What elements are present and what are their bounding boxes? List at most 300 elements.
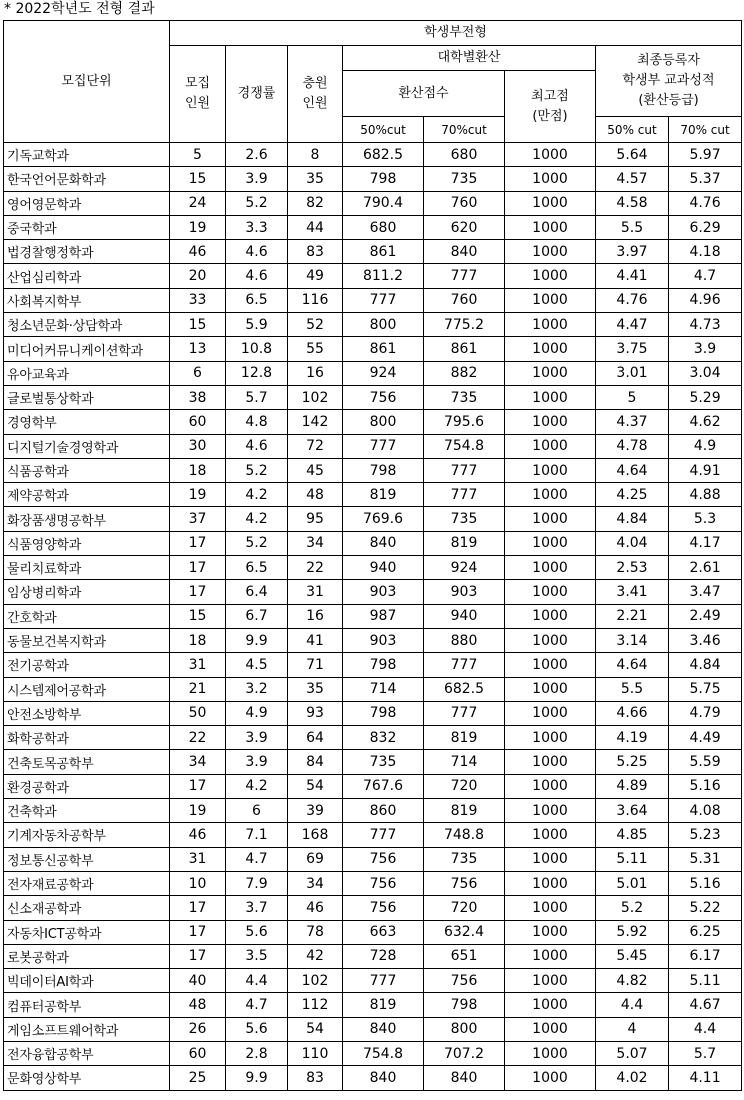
- cell-max-score: 1000: [505, 847, 596, 871]
- cell-unit-name: 전기공학과: [4, 653, 170, 677]
- cell-grade-50cut: 4: [596, 1017, 669, 1041]
- cell-competition: 4.8: [226, 410, 288, 434]
- cell-score-50cut: 714: [343, 677, 424, 701]
- cell-max-score: 1000: [505, 215, 596, 239]
- cell-waitlist: 8: [288, 143, 343, 167]
- cell-quota: 13: [170, 337, 226, 361]
- header-final-cut50: 50% cut: [596, 117, 669, 143]
- header-unit: 모집단위: [4, 21, 170, 143]
- cell-unit-name: 건축토목공학부: [4, 750, 170, 774]
- cell-competition: 4.2: [226, 774, 288, 798]
- cell-score-50cut: 860: [343, 799, 424, 823]
- cell-quota: 48: [170, 993, 226, 1017]
- cell-grade-50cut: 4.89: [596, 774, 669, 798]
- cell-quota: 37: [170, 507, 226, 531]
- cell-competition: 4.2: [226, 507, 288, 531]
- cell-competition: 6.5: [226, 556, 288, 580]
- cell-score-70cut: 720: [424, 896, 505, 920]
- cell-waitlist: 42: [288, 944, 343, 968]
- table-row: [4, 361, 742, 385]
- cell-waitlist: 72: [288, 434, 343, 458]
- cell-max-score: 1000: [505, 653, 596, 677]
- cell-grade-50cut: 4.04: [596, 531, 669, 555]
- header-max-score-text: 최고점 (만점): [531, 88, 569, 124]
- cell-waitlist: 116: [288, 288, 343, 312]
- cell-grade-50cut: 4.84: [596, 507, 669, 531]
- cell-waitlist: 55: [288, 337, 343, 361]
- cell-grade-70cut: 3.47: [669, 580, 742, 604]
- cell-unit-name: 기계자동차공학부: [4, 823, 170, 847]
- cell-competition: 6.4: [226, 580, 288, 604]
- cell-quota: 26: [170, 1017, 226, 1041]
- cell-quota: 38: [170, 385, 226, 409]
- cell-quota: 34: [170, 750, 226, 774]
- cell-quota: 18: [170, 458, 226, 482]
- cell-max-score: 1000: [505, 240, 596, 264]
- cell-waitlist: 69: [288, 847, 343, 871]
- cell-score-70cut: 819: [424, 799, 505, 823]
- table-row: [4, 483, 742, 507]
- cell-quota: 25: [170, 1066, 226, 1090]
- cell-score-70cut: 798: [424, 993, 505, 1017]
- cell-max-score: 1000: [505, 920, 596, 944]
- cell-quota: 22: [170, 726, 226, 750]
- cell-quota: 15: [170, 604, 226, 628]
- table-row: [4, 847, 742, 871]
- table-row: [4, 628, 742, 652]
- cell-grade-50cut: 5.07: [596, 1041, 669, 1065]
- cell-score-70cut: 882: [424, 361, 505, 385]
- cell-score-70cut: 680: [424, 143, 505, 167]
- cell-score-50cut: 777: [343, 969, 424, 993]
- cell-score-50cut: 798: [343, 701, 424, 725]
- cell-max-score: 1000: [505, 337, 596, 361]
- table-row: [4, 434, 742, 458]
- cell-max-score: 1000: [505, 750, 596, 774]
- cell-unit-name: 디지털기술경영학과: [4, 434, 170, 458]
- cell-grade-70cut: 5.11: [669, 969, 742, 993]
- cell-score-70cut: 735: [424, 847, 505, 871]
- cell-competition: 10.8: [226, 337, 288, 361]
- cell-score-70cut: 777: [424, 264, 505, 288]
- table-row: [4, 385, 742, 409]
- cell-grade-50cut: 5.64: [596, 143, 669, 167]
- cell-score-50cut: 832: [343, 726, 424, 750]
- cell-score-70cut: 880: [424, 628, 505, 652]
- cell-score-50cut: 798: [343, 458, 424, 482]
- cell-max-score: 1000: [505, 896, 596, 920]
- cell-score-70cut: 775.2: [424, 313, 505, 337]
- cell-score-70cut: 754.8: [424, 434, 505, 458]
- cell-score-50cut: 940: [343, 556, 424, 580]
- cell-waitlist: 102: [288, 385, 343, 409]
- table-row: [4, 215, 742, 239]
- cell-score-70cut: 760: [424, 191, 505, 215]
- cell-competition: 3.7: [226, 896, 288, 920]
- cell-grade-50cut: 4.57: [596, 167, 669, 191]
- cell-waitlist: 84: [288, 750, 343, 774]
- cell-grade-50cut: 5: [596, 385, 669, 409]
- cell-waitlist: 52: [288, 313, 343, 337]
- cell-quota: 17: [170, 774, 226, 798]
- cell-unit-name: 기독교학과: [4, 143, 170, 167]
- table-row: [4, 1066, 742, 1090]
- cell-max-score: 1000: [505, 410, 596, 434]
- cell-waitlist: 54: [288, 774, 343, 798]
- cell-quota: 19: [170, 215, 226, 239]
- cell-score-70cut: 940: [424, 604, 505, 628]
- cell-unit-name: 식품공학과: [4, 458, 170, 482]
- cell-waitlist: 83: [288, 1066, 343, 1090]
- cell-grade-70cut: 4.96: [669, 288, 742, 312]
- cell-max-score: 1000: [505, 191, 596, 215]
- cell-waitlist: 39: [288, 799, 343, 823]
- cell-unit-name: 중국학과: [4, 215, 170, 239]
- cell-unit-name: 빅데이터AI학과: [4, 969, 170, 993]
- cell-grade-50cut: 3.14: [596, 628, 669, 652]
- header-group: 학생부전형: [170, 21, 742, 46]
- cell-waitlist: 22: [288, 556, 343, 580]
- header-final: [596, 46, 742, 117]
- cell-max-score: 1000: [505, 799, 596, 823]
- cell-max-score: 1000: [505, 677, 596, 701]
- cell-unit-name: 경영학부: [4, 410, 170, 434]
- table-row: [4, 1041, 742, 1065]
- cell-grade-50cut: 4.4: [596, 993, 669, 1017]
- cell-max-score: 1000: [505, 1017, 596, 1041]
- cell-max-score: 1000: [505, 726, 596, 750]
- cell-max-score: 1000: [505, 871, 596, 895]
- header-waitlist-text: 충원 인원: [302, 76, 328, 111]
- cell-grade-70cut: 5.29: [669, 385, 742, 409]
- cell-waitlist: 82: [288, 191, 343, 215]
- cell-quota: 17: [170, 896, 226, 920]
- cell-score-70cut: 714: [424, 750, 505, 774]
- cell-grade-50cut: 3.97: [596, 240, 669, 264]
- cell-waitlist: 142: [288, 410, 343, 434]
- cell-waitlist: 102: [288, 969, 343, 993]
- header-quota: [170, 46, 226, 143]
- cell-score-70cut: 651: [424, 944, 505, 968]
- cell-score-50cut: 728: [343, 944, 424, 968]
- cell-max-score: 1000: [505, 531, 596, 555]
- cell-quota: 15: [170, 313, 226, 337]
- cell-grade-50cut: 4.47: [596, 313, 669, 337]
- cell-quota: 17: [170, 944, 226, 968]
- cell-score-70cut: 795.6: [424, 410, 505, 434]
- cell-grade-50cut: 4.02: [596, 1066, 669, 1090]
- cell-score-70cut: 735: [424, 507, 505, 531]
- cell-grade-50cut: 3.41: [596, 580, 669, 604]
- cell-waitlist: 48: [288, 483, 343, 507]
- cell-score-50cut: 754.8: [343, 1041, 424, 1065]
- header-max-score: [505, 71, 596, 143]
- cell-waitlist: 54: [288, 1017, 343, 1041]
- table-row: [4, 799, 742, 823]
- cell-quota: 31: [170, 653, 226, 677]
- cell-score-50cut: 777: [343, 288, 424, 312]
- cell-waitlist: 64: [288, 726, 343, 750]
- cell-grade-70cut: 4.17: [669, 531, 742, 555]
- table-caption: * 2022학년도 전형 결과: [4, 1, 155, 17]
- cell-score-50cut: 756: [343, 385, 424, 409]
- admission-results-table: [3, 20, 742, 1091]
- cell-score-50cut: 777: [343, 434, 424, 458]
- cell-score-50cut: 987: [343, 604, 424, 628]
- cell-score-70cut: 819: [424, 531, 505, 555]
- cell-grade-70cut: 4.88: [669, 483, 742, 507]
- cell-waitlist: 41: [288, 628, 343, 652]
- cell-grade-70cut: 5.37: [669, 167, 742, 191]
- cell-quota: 20: [170, 264, 226, 288]
- cell-grade-50cut: 3.64: [596, 799, 669, 823]
- cell-quota: 40: [170, 969, 226, 993]
- cell-competition: 3.9: [226, 726, 288, 750]
- cell-score-70cut: 756: [424, 871, 505, 895]
- cell-max-score: 1000: [505, 385, 596, 409]
- table-row: [4, 701, 742, 725]
- cell-score-50cut: 798: [343, 653, 424, 677]
- cell-max-score: 1000: [505, 944, 596, 968]
- cell-unit-name: 안전소방학부: [4, 701, 170, 725]
- cell-waitlist: 35: [288, 677, 343, 701]
- cell-grade-70cut: 4.11: [669, 1066, 742, 1090]
- cell-quota: 60: [170, 1041, 226, 1065]
- cell-score-70cut: 777: [424, 653, 505, 677]
- cell-max-score: 1000: [505, 1041, 596, 1065]
- cell-unit-name: 게임소프트웨어학과: [4, 1017, 170, 1041]
- table-row: [4, 823, 742, 847]
- cell-waitlist: 95: [288, 507, 343, 531]
- cell-grade-70cut: 2.49: [669, 604, 742, 628]
- table-body: [4, 143, 742, 1091]
- cell-grade-70cut: 4.7: [669, 264, 742, 288]
- cell-unit-name: 로봇공학과: [4, 944, 170, 968]
- cell-grade-50cut: 2.21: [596, 604, 669, 628]
- cell-waitlist: 49: [288, 264, 343, 288]
- cell-competition: 4.4: [226, 969, 288, 993]
- cell-quota: 50: [170, 701, 226, 725]
- cell-grade-50cut: 5.01: [596, 871, 669, 895]
- cell-score-70cut: 760: [424, 288, 505, 312]
- cell-grade-50cut: 4.76: [596, 288, 669, 312]
- cell-competition: 4.5: [226, 653, 288, 677]
- cell-max-score: 1000: [505, 969, 596, 993]
- cell-score-50cut: 682.5: [343, 143, 424, 167]
- cell-score-70cut: 777: [424, 701, 505, 725]
- cell-score-50cut: 798: [343, 167, 424, 191]
- cell-quota: 60: [170, 410, 226, 434]
- cell-grade-50cut: 4.41: [596, 264, 669, 288]
- cell-competition: 4.6: [226, 264, 288, 288]
- table-row: [4, 507, 742, 531]
- cell-waitlist: 16: [288, 361, 343, 385]
- cell-grade-70cut: 4.49: [669, 726, 742, 750]
- cell-competition: 3.9: [226, 750, 288, 774]
- table-row: [4, 944, 742, 968]
- cell-max-score: 1000: [505, 556, 596, 580]
- cell-max-score: 1000: [505, 1066, 596, 1090]
- cell-quota: 17: [170, 556, 226, 580]
- header-univ-conversion: 대학별환산: [343, 46, 596, 71]
- cell-grade-50cut: 2.53: [596, 556, 669, 580]
- cell-grade-70cut: 4.91: [669, 458, 742, 482]
- table-row: [4, 143, 742, 167]
- cell-score-70cut: 707.2: [424, 1041, 505, 1065]
- cell-score-50cut: 924: [343, 361, 424, 385]
- cell-max-score: 1000: [505, 434, 596, 458]
- cell-quota: 21: [170, 677, 226, 701]
- cell-unit-name: 문화영상학부: [4, 1066, 170, 1090]
- cell-quota: 15: [170, 167, 226, 191]
- cell-grade-50cut: 5.92: [596, 920, 669, 944]
- cell-score-50cut: 819: [343, 483, 424, 507]
- cell-competition: 7.1: [226, 823, 288, 847]
- cell-score-70cut: 861: [424, 337, 505, 361]
- cell-score-50cut: 840: [343, 531, 424, 555]
- cell-grade-70cut: 4.4: [669, 1017, 742, 1041]
- cell-unit-name: 청소년문화·상담학과: [4, 313, 170, 337]
- cell-grade-70cut: 3.04: [669, 361, 742, 385]
- cell-competition: 4.2: [226, 483, 288, 507]
- cell-unit-name: 산업심리학과: [4, 264, 170, 288]
- cell-competition: 4.6: [226, 434, 288, 458]
- table-row: [4, 556, 742, 580]
- cell-unit-name: 컴퓨터공학부: [4, 993, 170, 1017]
- cell-max-score: 1000: [505, 288, 596, 312]
- cell-competition: 12.8: [226, 361, 288, 385]
- table-row: [4, 653, 742, 677]
- cell-grade-50cut: 5.11: [596, 847, 669, 871]
- cell-competition: 7.9: [226, 871, 288, 895]
- cell-max-score: 1000: [505, 701, 596, 725]
- cell-unit-name: 신소재공학과: [4, 896, 170, 920]
- cell-competition: 6.5: [226, 288, 288, 312]
- cell-competition: 5.2: [226, 191, 288, 215]
- cell-unit-name: 간호학과: [4, 604, 170, 628]
- cell-score-70cut: 840: [424, 1066, 505, 1090]
- cell-score-50cut: 903: [343, 580, 424, 604]
- table-row: [4, 191, 742, 215]
- cell-quota: 46: [170, 823, 226, 847]
- cell-unit-name: 글로벌통상학과: [4, 385, 170, 409]
- cell-grade-70cut: 4.67: [669, 993, 742, 1017]
- table-row: [4, 896, 742, 920]
- cell-score-70cut: 819: [424, 726, 505, 750]
- table-row: [4, 264, 742, 288]
- cell-waitlist: 34: [288, 871, 343, 895]
- cell-grade-70cut: 4.18: [669, 240, 742, 264]
- table-row: [4, 458, 742, 482]
- cell-quota: 17: [170, 920, 226, 944]
- cell-max-score: 1000: [505, 628, 596, 652]
- cell-quota: 18: [170, 628, 226, 652]
- cell-unit-name: 전자융합공학부: [4, 1041, 170, 1065]
- cell-max-score: 1000: [505, 143, 596, 167]
- cell-unit-name: 한국언어문화학과: [4, 167, 170, 191]
- cell-unit-name: 사회복지학부: [4, 288, 170, 312]
- cell-competition: 4.6: [226, 240, 288, 264]
- cell-score-70cut: 632.4: [424, 920, 505, 944]
- cell-competition: 4.7: [226, 847, 288, 871]
- cell-competition: 2.8: [226, 1041, 288, 1065]
- cell-quota: 31: [170, 847, 226, 871]
- cell-quota: 17: [170, 531, 226, 555]
- cell-unit-name: 자동차ICT공학과: [4, 920, 170, 944]
- cell-unit-name: 화장품생명공학부: [4, 507, 170, 531]
- cell-grade-70cut: 3.9: [669, 337, 742, 361]
- cell-waitlist: 31: [288, 580, 343, 604]
- cell-unit-name: 정보통신공학부: [4, 847, 170, 871]
- cell-score-50cut: 861: [343, 337, 424, 361]
- header-final-cut70: 70% cut: [669, 117, 742, 143]
- cell-score-70cut: 924: [424, 556, 505, 580]
- cell-grade-70cut: 5.75: [669, 677, 742, 701]
- cell-grade-70cut: 4.08: [669, 799, 742, 823]
- cell-grade-70cut: 4.62: [669, 410, 742, 434]
- cell-score-50cut: 800: [343, 410, 424, 434]
- cell-waitlist: 34: [288, 531, 343, 555]
- cell-score-70cut: 748.8: [424, 823, 505, 847]
- cell-max-score: 1000: [505, 361, 596, 385]
- cell-quota: 19: [170, 483, 226, 507]
- header-final-text: 최종등록자 학생부 교과성적 (환산등급): [622, 53, 715, 108]
- cell-competition: 3.5: [226, 944, 288, 968]
- cell-unit-name: 전자재료공학과: [4, 871, 170, 895]
- cell-grade-50cut: 4.78: [596, 434, 669, 458]
- cell-unit-name: 임상병리학과: [4, 580, 170, 604]
- cell-score-70cut: 682.5: [424, 677, 505, 701]
- cell-waitlist: 44: [288, 215, 343, 239]
- cell-quota: 24: [170, 191, 226, 215]
- header-converted-score: 환산점수: [343, 71, 505, 117]
- cell-waitlist: 168: [288, 823, 343, 847]
- cell-quota: 30: [170, 434, 226, 458]
- table-row: [4, 871, 742, 895]
- table-row: [4, 531, 742, 555]
- cell-grade-50cut: 4.85: [596, 823, 669, 847]
- cell-grade-50cut: 4.37: [596, 410, 669, 434]
- cell-max-score: 1000: [505, 458, 596, 482]
- cell-waitlist: 112: [288, 993, 343, 1017]
- cell-score-50cut: 777: [343, 823, 424, 847]
- cell-grade-50cut: 4.66: [596, 701, 669, 725]
- cell-max-score: 1000: [505, 774, 596, 798]
- cell-score-50cut: 756: [343, 847, 424, 871]
- cell-score-70cut: 720: [424, 774, 505, 798]
- cell-waitlist: 93: [288, 701, 343, 725]
- cell-grade-50cut: 4.58: [596, 191, 669, 215]
- cell-grade-70cut: 5.16: [669, 871, 742, 895]
- cell-quota: 10: [170, 871, 226, 895]
- cell-score-70cut: 800: [424, 1017, 505, 1041]
- cell-score-50cut: 819: [343, 993, 424, 1017]
- cell-max-score: 1000: [505, 264, 596, 288]
- cell-unit-name: 식품영양학과: [4, 531, 170, 555]
- cell-max-score: 1000: [505, 580, 596, 604]
- cell-score-70cut: 756: [424, 969, 505, 993]
- cell-max-score: 1000: [505, 167, 596, 191]
- header-quota-text: 모집 인원: [184, 76, 211, 111]
- cell-score-70cut: 735: [424, 385, 505, 409]
- cell-quota: 19: [170, 799, 226, 823]
- cell-quota: 5: [170, 143, 226, 167]
- cell-competition: 5.6: [226, 920, 288, 944]
- cell-score-50cut: 811.2: [343, 264, 424, 288]
- cell-waitlist: 45: [288, 458, 343, 482]
- cell-unit-name: 건축학과: [4, 799, 170, 823]
- cell-competition: 5.7: [226, 385, 288, 409]
